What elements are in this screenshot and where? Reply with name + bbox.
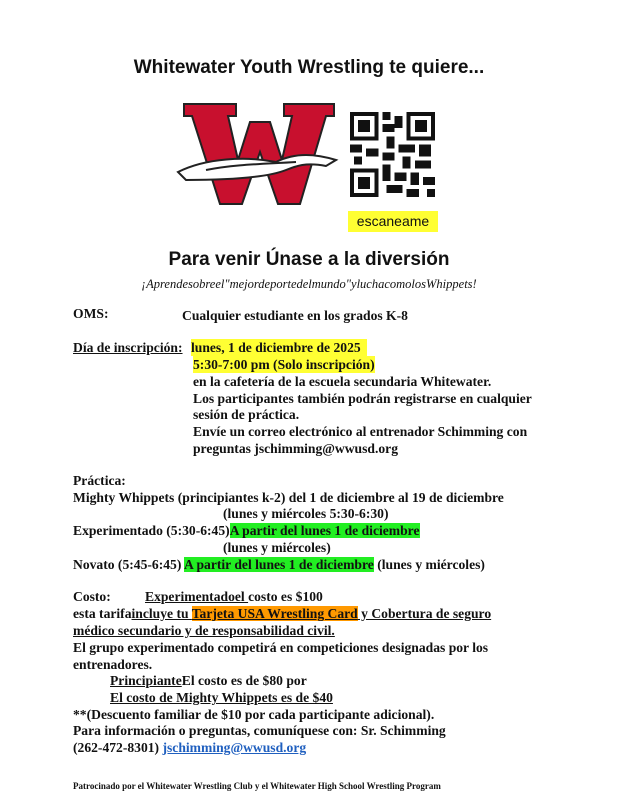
footer: Patrocinado por el Whitewater Wrestling Club y el Whitewater High School Wrestling Program [73, 781, 441, 791]
phone: (262-472-8301) [73, 740, 163, 755]
cost-label: Costo: [73, 589, 111, 604]
nov-start: A partir del lunes 1 de diciembre [184, 557, 374, 572]
registration-line: Envíe un correo electrónico al entrenador Schimming con [193, 424, 528, 439]
registration-line: en la cafetería de la escuela secundaria Whitewater. [193, 374, 492, 389]
registration-time: 5:30-7:00 pm (Solo inscripción) [193, 357, 375, 372]
cost-mighty: El costo de Mighty Whippets es de $40 [110, 690, 333, 705]
registration-line: sesión de práctica. [193, 407, 300, 422]
fee-a: esta tarifa [73, 606, 132, 621]
registration-label: Día de inscripción: [73, 340, 183, 355]
heading: Para venir Únase a la diversión [168, 249, 450, 270]
cost-fee-line [73, 605, 491, 622]
registration-line: preguntas jschimming@wwusd.org [193, 441, 398, 456]
practice-mighty: Mighty Whippets (principiantes k-2) del 1 de diciembre al 19 de diciembre [73, 490, 504, 505]
practice-mighty-days: (lunes y miércoles 5:30-6:30) [223, 506, 389, 521]
cost-discount: **(Descuento familiar de $10 por cada participante adicional). [73, 707, 435, 722]
registration-line: Los participantes también podrán registrarse en cualquier [193, 391, 532, 406]
fee-b: incluye tu [131, 606, 192, 621]
whitewater-w-logo [176, 100, 342, 208]
cost-exp-label: Experimentadoel [145, 589, 249, 604]
practice-experienced [73, 522, 420, 539]
beg-label: Principiante [110, 673, 182, 688]
contact-phone-line [73, 739, 306, 756]
oms-value: Cualquier estudiante en los grados K-8 [182, 308, 408, 323]
practice-novice [73, 556, 485, 573]
tagline: ¡Aprendesobreel"mejordeportedelmundo"yluchacomolosWhippets! [141, 277, 477, 291]
flyer-title: Whitewater Youth Wrestling te quiere... [133, 57, 485, 78]
cost-comp2: entrenadores. [73, 657, 153, 672]
qr-code-icon [350, 112, 435, 197]
fee-c: y Cobertura de seguro [357, 606, 492, 621]
oms-label: OMS: [73, 306, 109, 321]
registration-date: lunes, 1 de diciembre de 2025 [191, 339, 367, 356]
cost-experienced [145, 588, 323, 605]
practice-label: Práctica: [73, 473, 126, 488]
practice-exp-days: (lunes y miércoles) [223, 540, 331, 555]
email-link[interactable]: jschimming@wwusd.org [162, 740, 307, 755]
nov-days: (lunes y miércoles) [373, 557, 485, 572]
cost-comp1: El grupo experimentado competirá en competiciones designadas por los [73, 640, 489, 655]
exp-start: A partir del lunes 1 de diciembre [229, 523, 420, 538]
qr-label: escaneame [348, 211, 438, 232]
usa-wrestling-card: Tarjeta USA Wrestling Card [191, 606, 358, 621]
nov-time: Novato (5:45-6:45) [73, 557, 184, 572]
contact-line: Para información o preguntas, comuníquese con: Sr. Schimming [73, 723, 446, 738]
exp-time: Experimentado (5:30-6:45) [73, 523, 230, 538]
cost-exp-value: costo es $100 [248, 589, 323, 604]
cost-fee-line2: médico secundario y de responsabilidad civil. [73, 623, 335, 638]
beg-value: El costo es de $80 por [181, 673, 307, 688]
cost-beginner [110, 672, 307, 689]
